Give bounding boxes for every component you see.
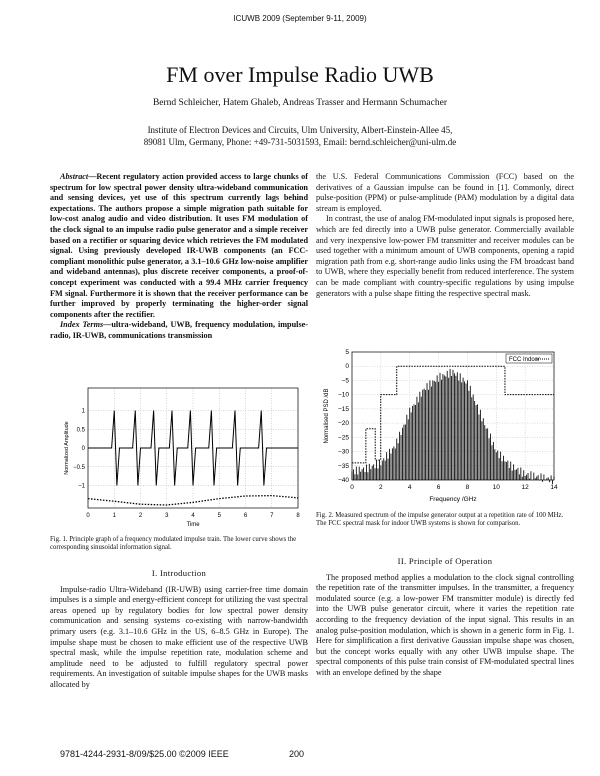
affiliation-line-2: 89081 Ulm, Germany, Phone: +49-731-5031593, Email: bernd.schleicher@uni-ulm.de — [143, 137, 457, 147]
figure-2-ylabel: Normalised PSD /dB — [324, 388, 330, 444]
section-1-text: Impulse-radio Ultra-Wideband (IR-UWB) using carrier-free time domain impulses is a simple and energy-efficient concept for utilizing the vast spectral areas opened up by regulatory bodies for low spectral power density communication and sensing systems co-existing with narrow-bandwidth primary users (e.g. 3.1–10.6 GHz in the US, 6–8.5 GHz in Europe). The impulse shape must be chosen to make efficient use of the respective UWB spectral mask, while the impulse repetition rate, modulation scheme and amplitude need to be adjusted to fulfill regulatory spectral power requirements. An investigation of suitable impulse shapes for the UWB masks allocated by — [50, 584, 308, 689]
section-1-heading: I. Introduction — [151, 568, 207, 578]
figure-1-xtick-label: 5 — [217, 513, 221, 519]
affiliation-line-1: Institute of Electron Devices and Circuits, Ulm University, Albert-Einstein-Allee 45, — [147, 125, 453, 135]
figure-1-xtick-label: 8 — [296, 513, 300, 519]
figure-2-xtick-label: 10 — [492, 484, 500, 491]
figure-1-caption: Fig. 1. Principle graph of a frequency modulated impulse train. The lower curve shows the corresponding sinusoidal information signal. — [50, 536, 297, 552]
abstract-block — [50, 172, 308, 342]
author-list: Bernd Schleicher, Hatem Ghaleb, Andreas Trasser and Hermann Schumacher — [152, 98, 448, 108]
figure-1-xtick-label: 1 — [112, 513, 116, 519]
affiliation — [0, 124, 600, 148]
index-terms-text: —ultra-wideband, UWB, frequency modulation, impulse-radio, IR-UWB, communications transmission — [50, 320, 308, 340]
right-paragraph-1: the U.S. Federal Communications Commission (FCC) based on the derivatives of a Gaussian impulse can be found in [1]. Commonly, direct pulse-position (PPM) or pulse-amplitude (PAM) modulation by a digital data stream is employed. — [316, 172, 574, 213]
figure-1-xtick-label: 3 — [165, 513, 169, 519]
right-column-text — [316, 172, 574, 299]
section-2-heading: II. Principle of Operation — [397, 556, 493, 566]
figure-2-xtick-label: 0 — [350, 484, 354, 491]
index-terms-label: Index Terms — [60, 320, 104, 330]
figure-1-xtick-label: 7 — [270, 513, 274, 519]
figure-2-ytick-label: 5 — [345, 349, 349, 356]
figure-2-xtick-label: 2 — [379, 484, 383, 491]
figure-2-ytick-label: 0 — [345, 363, 349, 371]
figure-2-ytick-label: −25 — [337, 434, 349, 442]
running-header: ICUWB 2009 (September 9-11, 2009) — [233, 14, 367, 23]
figure-1-xtick-label: 2 — [138, 513, 143, 519]
paper-title: FM over Impulse Radio UWB — [166, 62, 434, 87]
figure-2-plot — [318, 348, 574, 508]
figure-2-xticks — [350, 484, 558, 491]
figure-2-ytick-label: −5 — [341, 377, 349, 385]
legend-fcc-indoor: FCC Indoor — [509, 357, 541, 363]
figure-1-ytick-label: 0.5 — [76, 427, 85, 434]
copyright-footer: 9781-4244-2931-8/09/$25.00 ©2009 IEEE — [60, 749, 229, 759]
measured-spectrum — [352, 369, 554, 484]
right-paragraph-2: In contrast, the use of analog FM-modulated input signals is proposed here, which are fed directly into a UWB pulse generator. Commercially available and very inexpensive low-power FM transmitter and receiver modules can be used together with a minimum amount of UWB components, opening a rapid migration path from e.g. short-range audio links using the FM broadcast band to UWB, where they especially benefit from reduced interference. The system can be made compliant with country-specific regulations by using impulse generators with a pulse shape fitting the respective spectral mask. — [316, 214, 574, 298]
figure-1-xticks — [86, 513, 300, 519]
figure-1-ytick-label: 1 — [81, 408, 85, 415]
figure-1-xtick-label: 0 — [86, 513, 90, 519]
figure-2-caption: Fig. 2. Measured spectrum of the impulse generator output at a repetition rate of 100 MHz. The FCC spectral mask for indoor UWB systems is shown for comparison. — [316, 512, 564, 528]
page-number: 200 — [289, 749, 305, 759]
section-2-text: The proposed method applies a modulation to the clock signal controlling the repetition rate of the transmitter impulses. In the transmitter, a frequency modulated source (e.g. a low-power FM transmitter module) is directly fed into the UWB pulse generator circuit, where it varies the repetition rate according to the frequency deviation of the input signal. This results in an analog pulse-position modulation, which is shown in a generic form in Fig. 1. Here for simplification a first derivative Gaussian impulse shape was chosen, but the concept works equally with any other UWB impulse shape. The spectral components of this pulse train consist of FM-modulated spectral lines with an envelope defined by the shape — [316, 572, 574, 677]
figure-1-yticks — [73, 409, 86, 490]
figure-1-xtick-label: 6 — [243, 513, 248, 519]
figure-1-ytick-label: −0.5 — [73, 464, 85, 471]
figure-1-ylabel: Normalized Amplitude — [64, 421, 70, 475]
figure-2-xtick-label: 4 — [407, 484, 412, 491]
figure-2-ytick-label: −35 — [337, 462, 349, 470]
figure-2-xlabel: Frequency /GHz — [429, 496, 477, 503]
abstract — [50, 172, 308, 320]
figure-2-ytick-label: −40 — [337, 477, 349, 484]
figure-2-ytick-label: −10 — [337, 391, 349, 399]
figure-2-xtick-label: 8 — [465, 484, 470, 491]
figure-2-ytick-label: −20 — [337, 420, 349, 428]
figure-2-xtick-label: 12 — [521, 484, 529, 491]
abstract-label: Abstract — [60, 172, 89, 181]
section-2 — [316, 556, 574, 679]
figure-1-xlabel: Time — [186, 522, 200, 528]
figure-1-ytick-label: −1 — [78, 483, 85, 490]
figure-1-ytick-label: 0 — [81, 446, 85, 452]
figure-2-ytick-label: −30 — [337, 448, 349, 456]
figure-2-xtick-label: 14 — [550, 484, 558, 491]
index-terms — [50, 320, 308, 341]
section-1 — [50, 568, 308, 691]
figure-1-plot — [52, 382, 308, 532]
figure-2-yticks — [338, 349, 349, 484]
figure-2-ytick-label: −15 — [337, 405, 349, 413]
figure-1-xtick-label: 4 — [191, 513, 195, 519]
figure-2-xtick-label: 6 — [436, 484, 441, 491]
spectrum-lines — [352, 369, 554, 484]
abstract-text: —Recent regulatory action provided access to large chunks of spectrum for low spectral power density ultra-wideband communication and sensing devices, yet use of this spectrum currently lags behind expectations. The authors propose a simple migration path suitable for low-cost analog audio and video distribution. It uses FM modulation of the clock signal to an impulse radio pulse generator and a simple receiver based on a rectifier or squaring device which retrieves the FM modulated signal. Using previously developed IR-UWB components (an FCC-compliant monolithic pulse generator, a 3.1–10.6 GHz low-noise amplifier and wideband antennas), plus discrete receiver components, a proof-of-concept experiment was conducted with a 99.4 MHz carrier frequency FM signal. Furthermore it is shown that the receiver performance can be further improved by properly terminating the higher-order signal components after the rectifier. — [50, 172, 308, 319]
